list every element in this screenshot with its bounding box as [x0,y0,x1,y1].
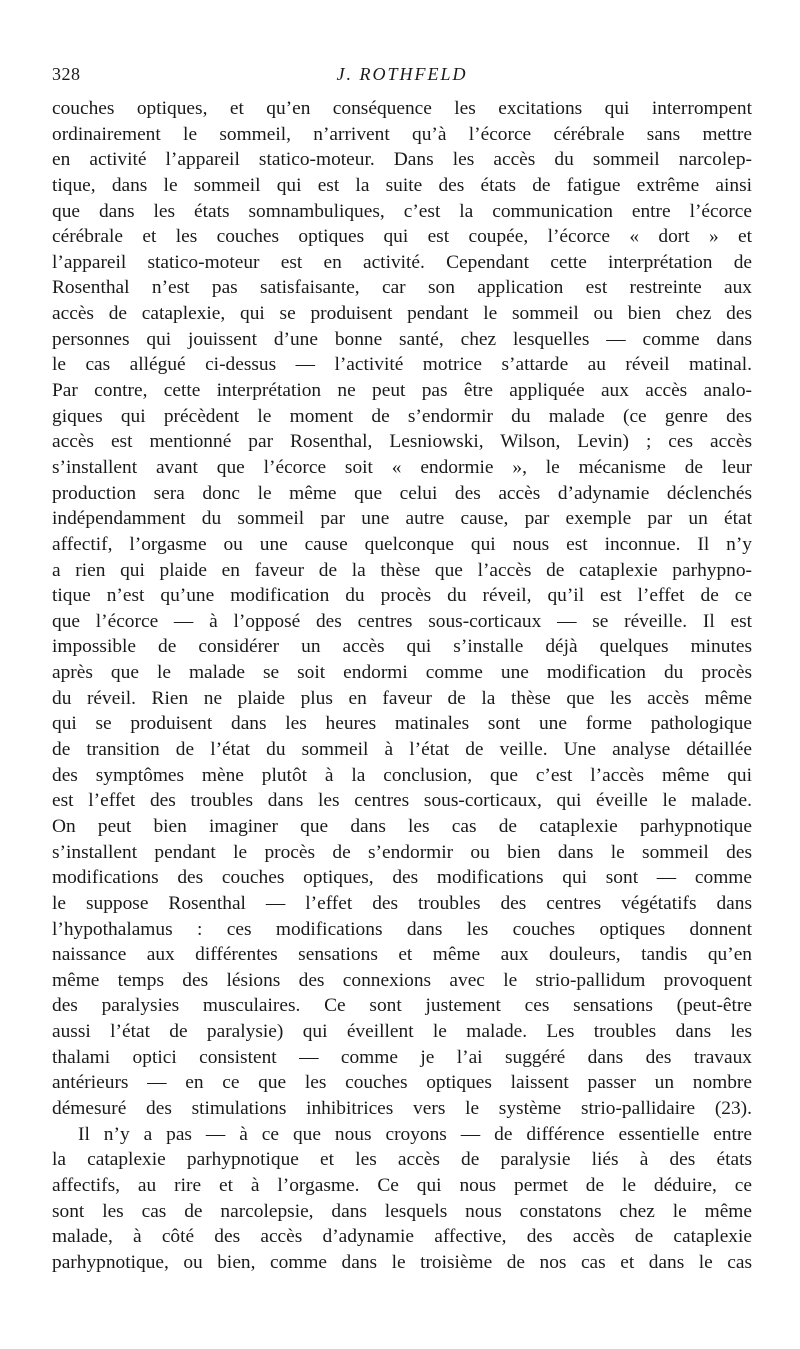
text-line: personnes qui jouissent d’une bonne santé, chez lesquelles — comme dans [52,328,752,350]
text-line: affectif, l’orgasme ou une cause quelconque qui nous est inconnue. Il n’y [52,533,752,555]
text-line: production sera donc le même que celui des accès d’adynamie déclenchés [52,482,752,504]
text-line: Rosenthal n’est pas satisfaisante, car son application est restreinte aux [52,277,752,299]
text-line: en activité l’appareil statico-moteur. Dans les accès du sommeil narcolep- [52,149,752,171]
text-line: après que le malade se soit endormi comme une modification du procès [52,662,752,684]
text-line: antérieurs — en ce que les couches optiques laissent passer un nombre [52,1072,752,1094]
text-line: du réveil. Rien ne plaide plus en faveur de la thèse que les accès même [52,687,752,709]
text-line: affectifs, au rire et à l’orgasme. Ce qui nous permet de le déduire, ce [52,1174,752,1196]
text-line: ordinairement le sommeil, n’arrivent qu’à l’écorce cérébrale sans mettre [52,123,752,145]
running-title: J. ROTHFELD [336,64,468,84]
text-line: la cataplexie parhypnotique et les accès de paralysie liés à des états [52,1149,752,1171]
text-line: de transition de l’état du sommeil à l’état de veille. Une analyse détaillée [52,739,752,761]
running-head [52,64,752,92]
text-line: parhypnotique, ou bien, comme dans le troisième de nos cas et dans le cas [52,1251,752,1273]
text-line: des symptômes mène plutôt à la conclusion, que c’est l’accès même qui [52,764,752,786]
text-line: a rien qui plaide en faveur de la thèse que l’accès de cataplexie parhypno- [52,559,752,581]
text-line: Il n’y a pas — à ce que nous croyons — de différence essentielle entre [78,1123,752,1145]
text-line: aussi l’état de paralysie) qui éveillent le malade. Les troubles dans les [52,1021,752,1043]
text-line: thalami optici consistent — comme je l’ai suggéré dans des travaux [52,1046,752,1068]
text-line: est l’effet des troubles dans les centres sous-corticaux, qui éveille le malade. [52,790,752,812]
text-line: accès est mentionné par Rosenthal, Lesniowski, Wilson, Levin) ; ces accès [52,431,752,453]
text-line: le cas allégué ci-dessus — l’activité motrice s’attarde au réveil matinal. [52,354,752,376]
text-line: impossible de considérer un accès qui s’installe déjà quelques minutes [52,636,752,658]
text-line: qui se produisent dans les heures matinales sont une forme pathologique [52,713,752,735]
text-line: que dans les états somnambuliques, c’est la communication entre l’écorce [52,200,752,222]
text-line: malade, à côté des accès d’adynamie affective, des accès de cataplexie [52,1226,752,1248]
text-line: sont les cas de narcolepsie, dans lesquels nous constatons chez le même [52,1200,752,1222]
text-line: tique n’est qu’une modification du procès du réveil, qu’il est l’effet de ce [52,585,752,607]
text-line: l’appareil statico-moteur est en activité. Cependant cette interprétation de [52,251,752,273]
text-line: On peut bien imaginer que dans les cas de cataplexie parhypnotique [52,815,752,837]
text-line: modifications des couches optiques, des modifications qui sont — comme [52,867,752,889]
page-number: 328 [52,64,81,84]
body-text [52,96,752,1275]
text-line: tique, dans le sommeil qui est la suite des états de fatigue extrême ainsi [52,174,752,196]
text-line: giques qui précèdent le moment de s’endormir du malade (ce genre des [52,405,752,427]
text-line: cérébrale et les couches optiques qui est coupée, l’écorce « dort » et [52,226,752,248]
text-line: accès de cataplexie, qui se produisent pendant le sommeil ou bien chez des [52,303,752,325]
text-line: même temps des lésions des connexions avec le strio-pallidum provoquent [52,969,752,991]
text-line: Par contre, cette interprétation ne peut pas être appliquée aux accès analo- [52,380,752,402]
text-line: que l’écorce — à l’opposé des centres sous-corticaux — se réveille. Il est [52,610,752,632]
text-line: s’installent avant que l’écorce soit « endormie », le mécanisme de leur [52,456,752,478]
text-line: s’installent pendant le procès de s’endormir ou bien dans le sommeil des [52,841,752,863]
text-line: le suppose Rosenthal — l’effet des troubles des centres végétatifs dans [52,892,752,914]
text-line: couches optiques, et qu’en conséquence les excitations qui interrompent [52,98,752,119]
text-line: des paralysies musculaires. Ce sont justement ces sensations (peut-être [52,995,752,1017]
text-line: l’hypothalamus : ces modifications dans les couches optiques donnent [52,918,752,940]
text-line: démesuré des stimulations inhibitrices vers le système strio-pallidaire (23). [52,1097,752,1119]
text-line: naissance aux différentes sensations et même aux douleurs, tandis qu’en [52,944,752,966]
text-line: indépendamment du sommeil par une autre cause, par exemple par un état [52,508,752,530]
